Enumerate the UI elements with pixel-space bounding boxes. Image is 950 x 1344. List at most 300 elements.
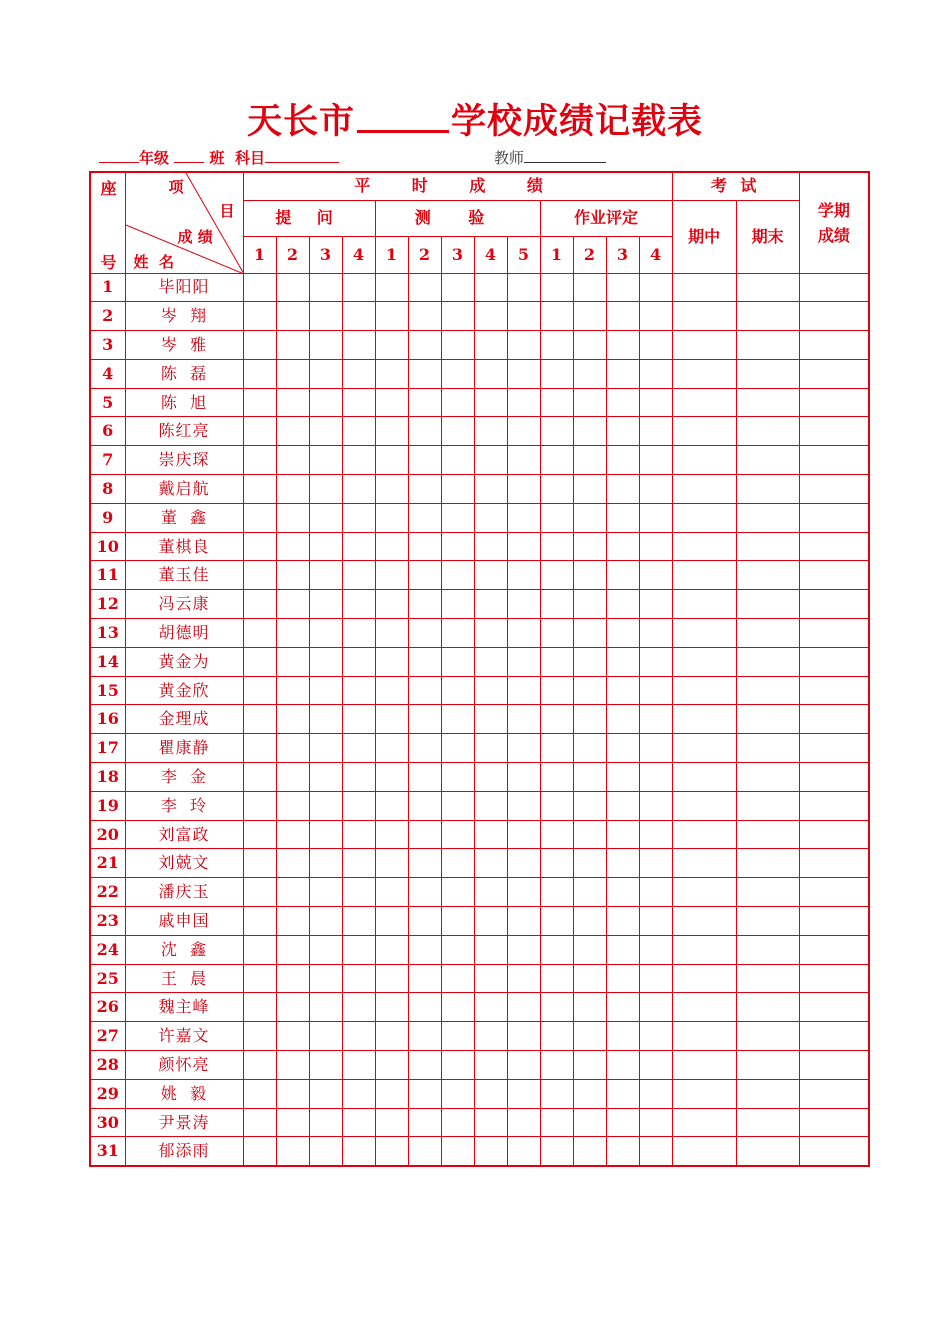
score-cell[interactable] bbox=[736, 619, 799, 648]
score-cell[interactable] bbox=[672, 273, 736, 302]
score-cell[interactable] bbox=[540, 446, 573, 475]
score-cell[interactable] bbox=[540, 388, 573, 417]
score-cell[interactable] bbox=[243, 561, 276, 590]
score-cell[interactable] bbox=[799, 734, 869, 763]
score-cell[interactable] bbox=[342, 446, 375, 475]
score-cell[interactable] bbox=[672, 359, 736, 388]
score-cell[interactable] bbox=[441, 907, 474, 936]
score-cell[interactable] bbox=[507, 791, 540, 820]
score-cell[interactable] bbox=[243, 1051, 276, 1080]
score-cell[interactable] bbox=[375, 1137, 408, 1166]
score-cell[interactable] bbox=[309, 1137, 342, 1166]
score-cell[interactable] bbox=[243, 302, 276, 331]
score-cell[interactable] bbox=[243, 388, 276, 417]
score-cell[interactable] bbox=[408, 1079, 441, 1108]
score-cell[interactable] bbox=[243, 705, 276, 734]
score-cell[interactable] bbox=[474, 619, 507, 648]
score-cell[interactable] bbox=[606, 417, 639, 446]
score-cell[interactable] bbox=[507, 964, 540, 993]
score-cell[interactable] bbox=[672, 734, 736, 763]
score-cell[interactable] bbox=[639, 820, 672, 849]
score-cell[interactable] bbox=[573, 647, 606, 676]
score-cell[interactable] bbox=[441, 359, 474, 388]
score-cell[interactable] bbox=[507, 475, 540, 504]
score-cell[interactable] bbox=[474, 446, 507, 475]
score-cell[interactable] bbox=[375, 446, 408, 475]
score-cell[interactable] bbox=[540, 1051, 573, 1080]
score-cell[interactable] bbox=[799, 1137, 869, 1166]
score-cell[interactable] bbox=[375, 1051, 408, 1080]
score-cell[interactable] bbox=[375, 820, 408, 849]
score-cell[interactable] bbox=[672, 676, 736, 705]
score-cell[interactable] bbox=[799, 676, 869, 705]
score-cell[interactable] bbox=[507, 532, 540, 561]
score-cell[interactable] bbox=[276, 302, 309, 331]
score-cell[interactable] bbox=[507, 935, 540, 964]
score-cell[interactable] bbox=[375, 1079, 408, 1108]
score-cell[interactable] bbox=[441, 417, 474, 446]
score-cell[interactable] bbox=[474, 590, 507, 619]
score-cell[interactable] bbox=[342, 359, 375, 388]
score-cell[interactable] bbox=[408, 388, 441, 417]
class-blank[interactable] bbox=[174, 148, 204, 163]
score-cell[interactable] bbox=[736, 964, 799, 993]
score-cell[interactable] bbox=[441, 791, 474, 820]
score-cell[interactable] bbox=[606, 734, 639, 763]
score-cell[interactable] bbox=[342, 475, 375, 504]
score-cell[interactable] bbox=[606, 273, 639, 302]
score-cell[interactable] bbox=[342, 1108, 375, 1137]
score-cell[interactable] bbox=[474, 532, 507, 561]
score-cell[interactable] bbox=[606, 302, 639, 331]
score-cell[interactable] bbox=[606, 331, 639, 360]
score-cell[interactable] bbox=[243, 273, 276, 302]
score-cell[interactable] bbox=[639, 619, 672, 648]
score-cell[interactable] bbox=[573, 676, 606, 705]
score-cell[interactable] bbox=[309, 935, 342, 964]
score-cell[interactable] bbox=[573, 791, 606, 820]
score-cell[interactable] bbox=[375, 503, 408, 532]
score-cell[interactable] bbox=[276, 820, 309, 849]
score-cell[interactable] bbox=[474, 734, 507, 763]
score-cell[interactable] bbox=[507, 1022, 540, 1051]
score-cell[interactable] bbox=[375, 475, 408, 504]
score-cell[interactable] bbox=[799, 359, 869, 388]
score-cell[interactable] bbox=[606, 1108, 639, 1137]
score-cell[interactable] bbox=[243, 619, 276, 648]
score-cell[interactable] bbox=[342, 705, 375, 734]
score-cell[interactable] bbox=[540, 820, 573, 849]
score-cell[interactable] bbox=[342, 331, 375, 360]
score-cell[interactable] bbox=[799, 935, 869, 964]
score-cell[interactable] bbox=[408, 705, 441, 734]
score-cell[interactable] bbox=[342, 763, 375, 792]
score-cell[interactable] bbox=[799, 647, 869, 676]
score-cell[interactable] bbox=[573, 1108, 606, 1137]
score-cell[interactable] bbox=[736, 734, 799, 763]
score-cell[interactable] bbox=[474, 302, 507, 331]
score-cell[interactable] bbox=[507, 1079, 540, 1108]
score-cell[interactable] bbox=[474, 1051, 507, 1080]
score-cell[interactable] bbox=[573, 849, 606, 878]
score-cell[interactable] bbox=[799, 331, 869, 360]
score-cell[interactable] bbox=[243, 1137, 276, 1166]
score-cell[interactable] bbox=[474, 820, 507, 849]
score-cell[interactable] bbox=[342, 1137, 375, 1166]
score-cell[interactable] bbox=[573, 734, 606, 763]
score-cell[interactable] bbox=[573, 503, 606, 532]
score-cell[interactable] bbox=[639, 388, 672, 417]
score-cell[interactable] bbox=[441, 676, 474, 705]
score-cell[interactable] bbox=[540, 935, 573, 964]
score-cell[interactable] bbox=[672, 561, 736, 590]
score-cell[interactable] bbox=[276, 993, 309, 1022]
score-cell[interactable] bbox=[375, 532, 408, 561]
score-cell[interactable] bbox=[408, 446, 441, 475]
score-cell[interactable] bbox=[408, 331, 441, 360]
score-cell[interactable] bbox=[639, 532, 672, 561]
score-cell[interactable] bbox=[276, 647, 309, 676]
score-cell[interactable] bbox=[276, 331, 309, 360]
score-cell[interactable] bbox=[507, 647, 540, 676]
score-cell[interactable] bbox=[573, 359, 606, 388]
score-cell[interactable] bbox=[606, 475, 639, 504]
score-cell[interactable] bbox=[474, 417, 507, 446]
score-cell[interactable] bbox=[606, 878, 639, 907]
score-cell[interactable] bbox=[639, 417, 672, 446]
score-cell[interactable] bbox=[342, 878, 375, 907]
score-cell[interactable] bbox=[573, 561, 606, 590]
score-cell[interactable] bbox=[736, 331, 799, 360]
score-cell[interactable] bbox=[540, 273, 573, 302]
score-cell[interactable] bbox=[639, 1079, 672, 1108]
score-cell[interactable] bbox=[276, 676, 309, 705]
score-cell[interactable] bbox=[606, 1022, 639, 1051]
score-cell[interactable] bbox=[375, 331, 408, 360]
score-cell[interactable] bbox=[507, 503, 540, 532]
score-cell[interactable] bbox=[573, 907, 606, 936]
score-cell[interactable] bbox=[606, 935, 639, 964]
score-cell[interactable] bbox=[573, 446, 606, 475]
score-cell[interactable] bbox=[474, 647, 507, 676]
score-cell[interactable] bbox=[243, 820, 276, 849]
score-cell[interactable] bbox=[672, 791, 736, 820]
score-cell[interactable] bbox=[799, 993, 869, 1022]
score-cell[interactable] bbox=[243, 417, 276, 446]
score-cell[interactable] bbox=[606, 676, 639, 705]
score-cell[interactable] bbox=[375, 273, 408, 302]
score-cell[interactable] bbox=[540, 590, 573, 619]
score-cell[interactable] bbox=[441, 1051, 474, 1080]
score-cell[interactable] bbox=[441, 935, 474, 964]
score-cell[interactable] bbox=[309, 1022, 342, 1051]
score-cell[interactable] bbox=[408, 1108, 441, 1137]
score-cell[interactable] bbox=[507, 417, 540, 446]
score-cell[interactable] bbox=[672, 1108, 736, 1137]
score-cell[interactable] bbox=[639, 302, 672, 331]
score-cell[interactable] bbox=[309, 734, 342, 763]
score-cell[interactable] bbox=[375, 849, 408, 878]
score-cell[interactable] bbox=[342, 302, 375, 331]
score-cell[interactable] bbox=[441, 849, 474, 878]
score-cell[interactable] bbox=[736, 1022, 799, 1051]
score-cell[interactable] bbox=[672, 878, 736, 907]
score-cell[interactable] bbox=[375, 993, 408, 1022]
score-cell[interactable] bbox=[639, 475, 672, 504]
score-cell[interactable] bbox=[507, 849, 540, 878]
score-cell[interactable] bbox=[736, 1108, 799, 1137]
score-cell[interactable] bbox=[441, 561, 474, 590]
score-cell[interactable] bbox=[672, 475, 736, 504]
score-cell[interactable] bbox=[474, 763, 507, 792]
score-cell[interactable] bbox=[243, 993, 276, 1022]
score-cell[interactable] bbox=[309, 878, 342, 907]
score-cell[interactable] bbox=[639, 1137, 672, 1166]
score-cell[interactable] bbox=[342, 503, 375, 532]
score-cell[interactable] bbox=[474, 849, 507, 878]
score-cell[interactable] bbox=[342, 734, 375, 763]
score-cell[interactable] bbox=[375, 590, 408, 619]
score-cell[interactable] bbox=[375, 1108, 408, 1137]
score-cell[interactable] bbox=[408, 532, 441, 561]
score-cell[interactable] bbox=[474, 1079, 507, 1108]
score-cell[interactable] bbox=[474, 1137, 507, 1166]
score-cell[interactable] bbox=[243, 647, 276, 676]
score-cell[interactable] bbox=[639, 647, 672, 676]
score-cell[interactable] bbox=[736, 503, 799, 532]
score-cell[interactable] bbox=[342, 993, 375, 1022]
score-cell[interactable] bbox=[799, 388, 869, 417]
score-cell[interactable] bbox=[441, 1079, 474, 1108]
score-cell[interactable] bbox=[606, 1079, 639, 1108]
score-cell[interactable] bbox=[441, 475, 474, 504]
score-cell[interactable] bbox=[540, 734, 573, 763]
score-cell[interactable] bbox=[507, 1108, 540, 1137]
score-cell[interactable] bbox=[375, 907, 408, 936]
score-cell[interactable] bbox=[736, 676, 799, 705]
grade-blank[interactable] bbox=[99, 148, 139, 163]
score-cell[interactable] bbox=[540, 561, 573, 590]
score-cell[interactable] bbox=[672, 1051, 736, 1080]
score-cell[interactable] bbox=[276, 907, 309, 936]
score-cell[interactable] bbox=[540, 503, 573, 532]
score-cell[interactable] bbox=[309, 561, 342, 590]
score-cell[interactable] bbox=[672, 1022, 736, 1051]
score-cell[interactable] bbox=[672, 446, 736, 475]
score-cell[interactable] bbox=[408, 561, 441, 590]
score-cell[interactable] bbox=[507, 820, 540, 849]
score-cell[interactable] bbox=[606, 446, 639, 475]
score-cell[interactable] bbox=[799, 475, 869, 504]
score-cell[interactable] bbox=[441, 302, 474, 331]
score-cell[interactable] bbox=[375, 647, 408, 676]
score-cell[interactable] bbox=[441, 388, 474, 417]
score-cell[interactable] bbox=[309, 302, 342, 331]
score-cell[interactable] bbox=[441, 503, 474, 532]
score-cell[interactable] bbox=[736, 935, 799, 964]
score-cell[interactable] bbox=[309, 907, 342, 936]
score-cell[interactable] bbox=[375, 763, 408, 792]
score-cell[interactable] bbox=[243, 791, 276, 820]
score-cell[interactable] bbox=[243, 763, 276, 792]
score-cell[interactable] bbox=[540, 964, 573, 993]
score-cell[interactable] bbox=[276, 619, 309, 648]
score-cell[interactable] bbox=[736, 1079, 799, 1108]
score-cell[interactable] bbox=[736, 820, 799, 849]
score-cell[interactable] bbox=[672, 763, 736, 792]
score-cell[interactable] bbox=[408, 993, 441, 1022]
score-cell[interactable] bbox=[309, 705, 342, 734]
score-cell[interactable] bbox=[507, 705, 540, 734]
score-cell[interactable] bbox=[507, 359, 540, 388]
score-cell[interactable] bbox=[474, 1108, 507, 1137]
score-cell[interactable] bbox=[736, 907, 799, 936]
score-cell[interactable] bbox=[507, 763, 540, 792]
score-cell[interactable] bbox=[639, 331, 672, 360]
score-cell[interactable] bbox=[342, 935, 375, 964]
score-cell[interactable] bbox=[606, 561, 639, 590]
score-cell[interactable] bbox=[606, 1137, 639, 1166]
score-cell[interactable] bbox=[507, 273, 540, 302]
score-cell[interactable] bbox=[507, 619, 540, 648]
score-cell[interactable] bbox=[672, 820, 736, 849]
score-cell[interactable] bbox=[342, 820, 375, 849]
score-cell[interactable] bbox=[639, 791, 672, 820]
score-cell[interactable] bbox=[672, 935, 736, 964]
score-cell[interactable] bbox=[375, 878, 408, 907]
score-cell[interactable] bbox=[441, 993, 474, 1022]
score-cell[interactable] bbox=[540, 676, 573, 705]
score-cell[interactable] bbox=[276, 964, 309, 993]
score-cell[interactable] bbox=[309, 1079, 342, 1108]
score-cell[interactable] bbox=[606, 619, 639, 648]
score-cell[interactable] bbox=[573, 1079, 606, 1108]
score-cell[interactable] bbox=[474, 676, 507, 705]
score-cell[interactable] bbox=[441, 964, 474, 993]
score-cell[interactable] bbox=[799, 1108, 869, 1137]
score-cell[interactable] bbox=[799, 503, 869, 532]
score-cell[interactable] bbox=[243, 446, 276, 475]
score-cell[interactable] bbox=[507, 676, 540, 705]
score-cell[interactable] bbox=[441, 1022, 474, 1051]
score-cell[interactable] bbox=[276, 734, 309, 763]
score-cell[interactable] bbox=[736, 849, 799, 878]
score-cell[interactable] bbox=[375, 676, 408, 705]
score-cell[interactable] bbox=[573, 820, 606, 849]
score-cell[interactable] bbox=[736, 302, 799, 331]
score-cell[interactable] bbox=[507, 878, 540, 907]
score-cell[interactable] bbox=[606, 907, 639, 936]
score-cell[interactable] bbox=[474, 935, 507, 964]
score-cell[interactable] bbox=[441, 878, 474, 907]
score-cell[interactable] bbox=[309, 503, 342, 532]
score-cell[interactable] bbox=[507, 1137, 540, 1166]
score-cell[interactable] bbox=[408, 619, 441, 648]
score-cell[interactable] bbox=[639, 273, 672, 302]
score-cell[interactable] bbox=[408, 820, 441, 849]
score-cell[interactable] bbox=[507, 907, 540, 936]
score-cell[interactable] bbox=[408, 359, 441, 388]
score-cell[interactable] bbox=[243, 734, 276, 763]
score-cell[interactable] bbox=[342, 647, 375, 676]
score-cell[interactable] bbox=[639, 359, 672, 388]
score-cell[interactable] bbox=[639, 1108, 672, 1137]
score-cell[interactable] bbox=[309, 331, 342, 360]
score-cell[interactable] bbox=[639, 676, 672, 705]
score-cell[interactable] bbox=[276, 417, 309, 446]
score-cell[interactable] bbox=[375, 705, 408, 734]
score-cell[interactable] bbox=[441, 331, 474, 360]
score-cell[interactable] bbox=[736, 763, 799, 792]
score-cell[interactable] bbox=[342, 964, 375, 993]
score-cell[interactable] bbox=[276, 388, 309, 417]
score-cell[interactable] bbox=[540, 849, 573, 878]
score-cell[interactable] bbox=[540, 705, 573, 734]
score-cell[interactable] bbox=[799, 1079, 869, 1108]
score-cell[interactable] bbox=[441, 705, 474, 734]
score-cell[interactable] bbox=[276, 878, 309, 907]
score-cell[interactable] bbox=[441, 446, 474, 475]
score-cell[interactable] bbox=[573, 302, 606, 331]
score-cell[interactable] bbox=[672, 993, 736, 1022]
score-cell[interactable] bbox=[639, 590, 672, 619]
score-cell[interactable] bbox=[408, 763, 441, 792]
score-cell[interactable] bbox=[799, 878, 869, 907]
score-cell[interactable] bbox=[342, 849, 375, 878]
score-cell[interactable] bbox=[736, 561, 799, 590]
score-cell[interactable] bbox=[606, 820, 639, 849]
score-cell[interactable] bbox=[540, 878, 573, 907]
score-cell[interactable] bbox=[408, 935, 441, 964]
score-cell[interactable] bbox=[408, 878, 441, 907]
score-cell[interactable] bbox=[606, 590, 639, 619]
score-cell[interactable] bbox=[243, 1022, 276, 1051]
score-cell[interactable] bbox=[672, 388, 736, 417]
score-cell[interactable] bbox=[474, 705, 507, 734]
score-cell[interactable] bbox=[672, 1137, 736, 1166]
score-cell[interactable] bbox=[799, 417, 869, 446]
score-cell[interactable] bbox=[540, 475, 573, 504]
score-cell[interactable] bbox=[276, 1108, 309, 1137]
score-cell[interactable] bbox=[606, 763, 639, 792]
score-cell[interactable] bbox=[507, 993, 540, 1022]
score-cell[interactable] bbox=[441, 763, 474, 792]
score-cell[interactable] bbox=[672, 705, 736, 734]
score-cell[interactable] bbox=[474, 359, 507, 388]
score-cell[interactable] bbox=[309, 820, 342, 849]
score-cell[interactable] bbox=[309, 993, 342, 1022]
score-cell[interactable] bbox=[799, 273, 869, 302]
score-cell[interactable] bbox=[573, 417, 606, 446]
score-cell[interactable] bbox=[309, 359, 342, 388]
score-cell[interactable] bbox=[276, 1137, 309, 1166]
score-cell[interactable] bbox=[342, 561, 375, 590]
score-cell[interactable] bbox=[243, 1108, 276, 1137]
score-cell[interactable] bbox=[309, 647, 342, 676]
score-cell[interactable] bbox=[474, 791, 507, 820]
score-cell[interactable] bbox=[799, 849, 869, 878]
score-cell[interactable] bbox=[672, 532, 736, 561]
score-cell[interactable] bbox=[276, 503, 309, 532]
school-name-blank[interactable] bbox=[357, 98, 449, 133]
score-cell[interactable] bbox=[606, 359, 639, 388]
score-cell[interactable] bbox=[573, 1051, 606, 1080]
score-cell[interactable] bbox=[672, 302, 736, 331]
score-cell[interactable] bbox=[573, 475, 606, 504]
score-cell[interactable] bbox=[408, 849, 441, 878]
score-cell[interactable] bbox=[309, 446, 342, 475]
score-cell[interactable] bbox=[639, 935, 672, 964]
